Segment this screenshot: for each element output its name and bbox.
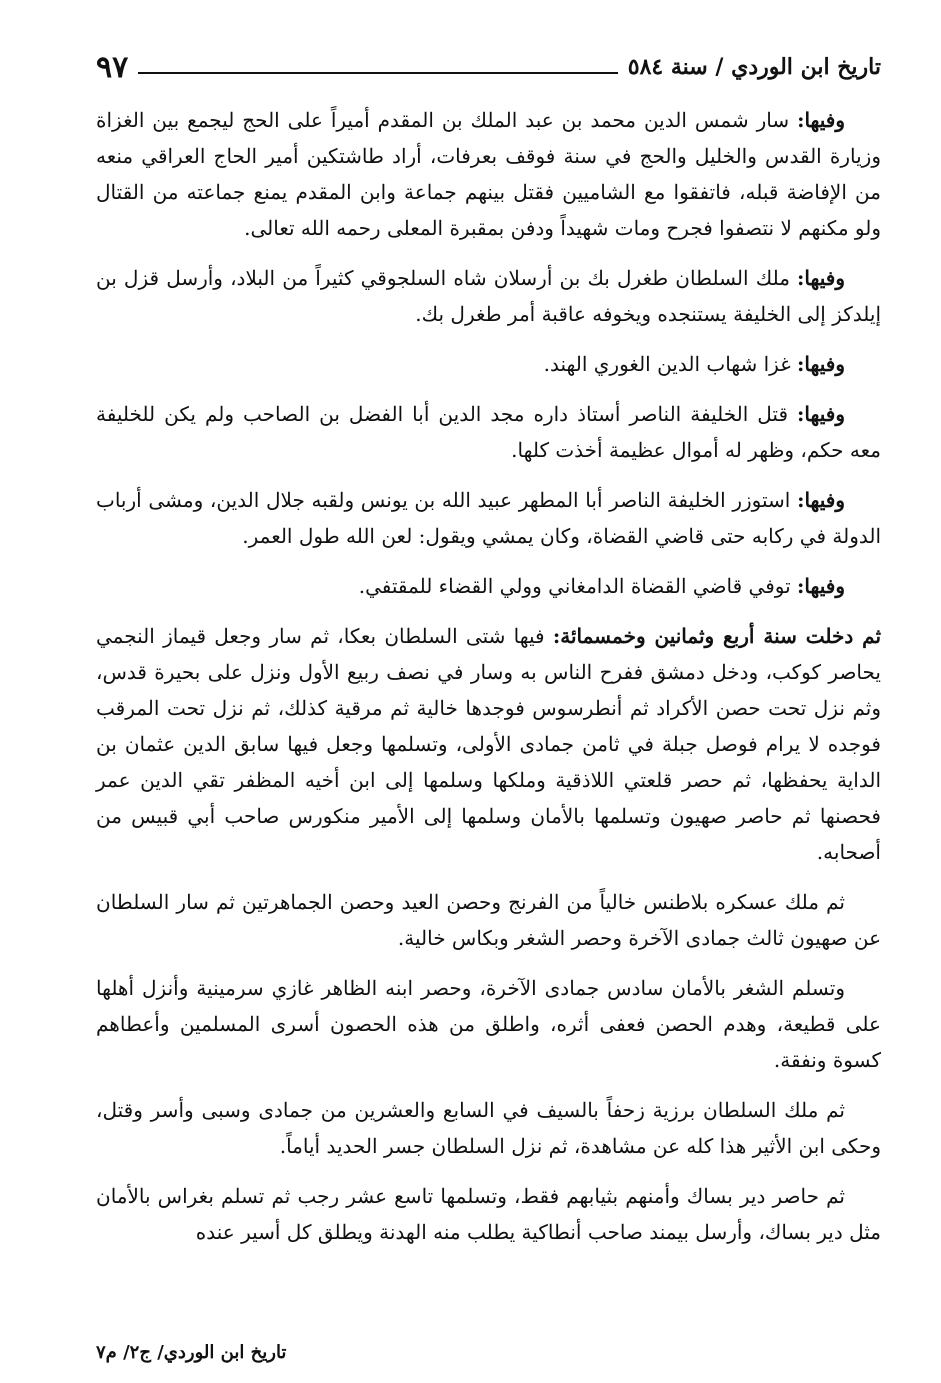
paragraph [96, 568, 881, 604]
paragraph [96, 482, 881, 554]
paragraph [96, 260, 881, 332]
paragraph-lead: وفيها: [797, 108, 846, 132]
paragraph-text: سار شمس الدين محمد بن عبد الملك بن المقدم أميراً على الحج ليجمع بين الغزاة وزيارة القدس والخليل والحج في سنة فوقف بعرفات، أراد طاشتكين أمير الحاج العراقي منعه من الإفاضة قبله، فاتفقوا مع الشاميين فقتل بينهم جماعة وابن المقدم يمنع جماعته من القتال ولو مكنهم لا نتصفوا فجرح ومات شهيداً ودفن بمقبرة المعلى رحمه الله تعالى. [96, 108, 881, 240]
paragraph [96, 618, 881, 870]
body-text [96, 102, 881, 1250]
paragraph-text: غزا شهاب الدين الغوري الهند. [543, 352, 791, 376]
paragraph-text: وتسلم الشغر بالأمان سادس جمادى الآخرة، وحصر ابنه الظاهر غازي سرمينية وأنزل أهلها على قطيعة، وهدم الحصن فعفى أثره، واطلق من هذه الحصون أسرى المسلمين وأعطاهم كسوة ونفقة. [96, 976, 881, 1072]
paragraph-text: توفي قاضي القضاة الدامغاني وولي القضاء للمقتفي. [358, 574, 791, 598]
paragraph [96, 102, 881, 246]
paragraph-lead: وفيها: [797, 574, 845, 598]
paragraph-text: ثم ملك عسكره بلاطنس خالياً من الفرنج وحصن العيد وحصن الجماهرتين ثم سار السلطان عن صهيون ثالث جمادى الآخرة وحصر الشغر وبكاس خالية. [96, 890, 881, 950]
paragraph-lead: وفيها: [797, 402, 845, 426]
header-rule [138, 72, 618, 74]
paragraph [96, 1092, 881, 1164]
paragraph [96, 970, 881, 1078]
paragraph [96, 346, 881, 382]
page-number: ٩٧ [96, 49, 129, 85]
paragraph-lead: وفيها: [797, 352, 845, 376]
header-title: تاريخ ابن الوردي / سنة ٥٨٤ [627, 54, 881, 80]
paragraph-lead: وفيها: [797, 488, 846, 512]
footer-signature-line [96, 1342, 881, 1363]
paragraph-lead: وفيها: [797, 266, 845, 290]
paragraph-text: قتل الخليفة الناصر أستاذ داره مجد الدين أبا الفضل بن الصاحب ولم يكن للخليفة معه حكم، وظهر له أموال عظيمة أخذت كلها. [96, 402, 881, 462]
paragraph-text: فيها شتى السلطان بعكا، ثم سار وجعل قيماز النجمي يحاصر كوكب، ودخل دمشق ففرح الناس به وسار في نصف ربيع الأول ونزل على بحيرة قدس، وثم نزل تحت حصن الأكراد ثم أنطرسوس فوجدها خالية ثم مرقية كذلك، ثم نزل تحت المرقب فوجده لا يرام فوصل جبلة في ثامن جمادى الأولى، وتسلمها وجعل فيها سابق الدين عثمان بن الداية يحفظها، ثم حصر قلعتي اللاذقية وملكها وسلمها إلى ابن أخيه المظفر تقي الدين عمر فحصنها ثم حاصر صهيون وتسلمها بالأمان وسلمها إلى الأمير منكورس صاحب أبي قبيس من أصحابه. [96, 624, 881, 864]
footer-signature: تاريخ ابن الوردي/ ج٢/ م٧ [96, 1342, 287, 1363]
paragraph [96, 1178, 881, 1250]
running-header [96, 44, 881, 90]
paragraph-text: ثم ملك السلطان برزية زحفاً بالسيف في السابع والعشرين من جمادى وسبى وأسر وقتل، وحكى ابن الأثير هذا كله عن مشاهدة، ثم نزل السلطان جسر الحديد أياماً. [96, 1098, 881, 1158]
paragraph [96, 396, 881, 468]
paragraph-text: استوزر الخليفة الناصر أبا المطهر عبيد الله بن يونس ولقبه جلال الدين، ومشى أرباب الدولة في ركابه حتى قاضي القضاة، وكان يمشي ويقول: لعن الله طول العمر. [96, 488, 881, 548]
paragraph [96, 884, 881, 956]
paragraph-text: ملك السلطان طغرل بك بن أرسلان شاه السلجوقي كثيراً من البلاد، وأرسل قزل بن إيلدكز إلى الخليفة يستنجده ويخوفه عاقبة أمر طغرل بك. [96, 266, 881, 326]
year-heading: ثم دخلت سنة أربع وثمانين وخمسمائة: [552, 624, 882, 648]
paragraph-text: ثم حاصر دير بساك وأمنهم بثيابهم فقط، وتسلمها تاسع عشر رجب ثم تسلم بغراس بالأمان مثل دير بساك، وأرسل بيمند صاحب أنطاكية يطلب منه الهدنة ويطلق كل أسير عنده [96, 1184, 881, 1244]
